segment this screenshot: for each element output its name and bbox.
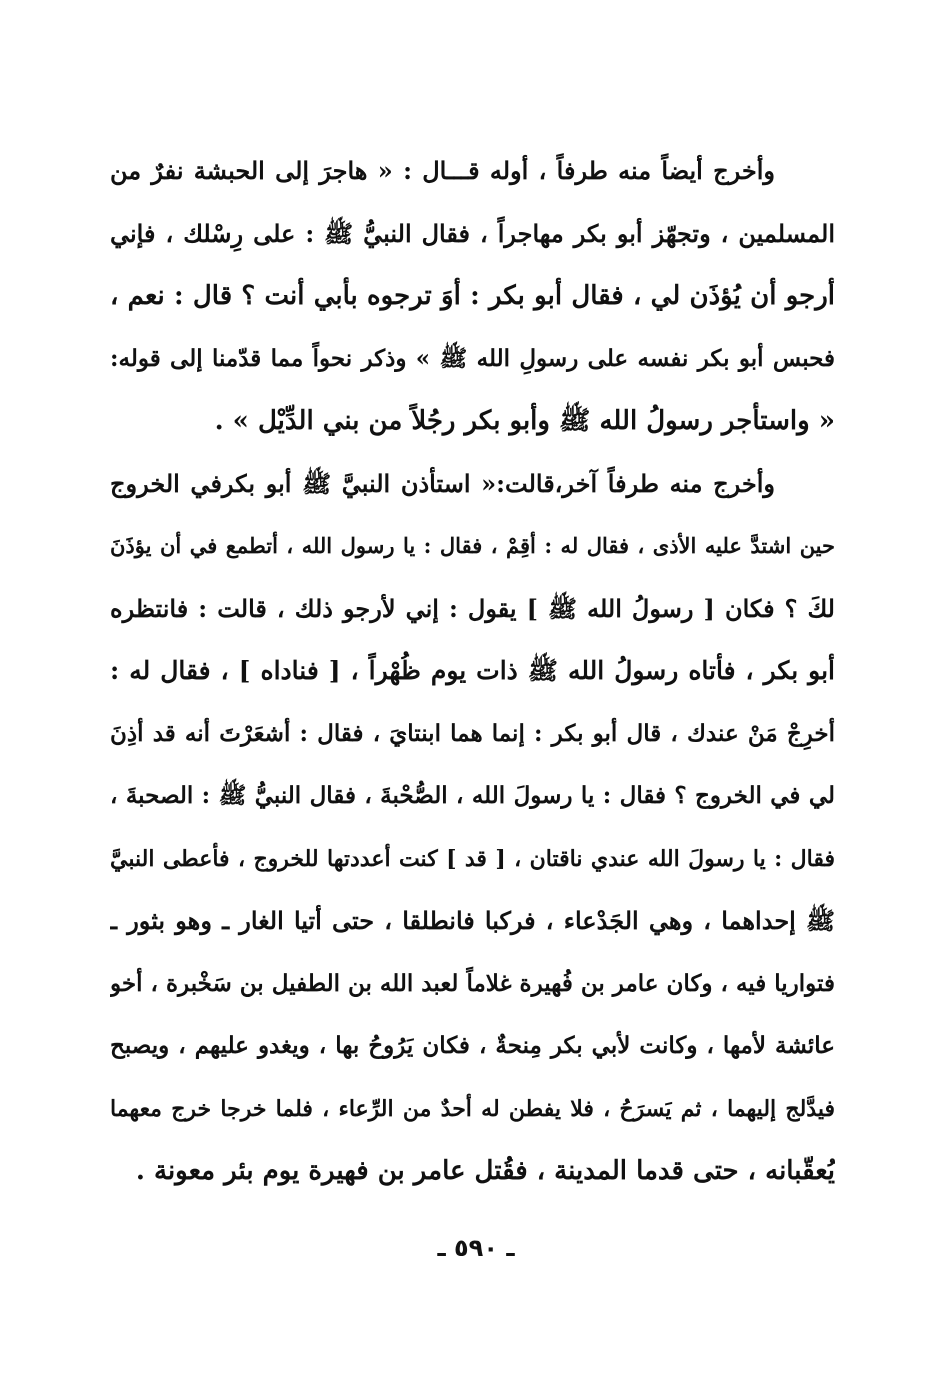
text-line: لي في الخروج ؟ فقال : يا رسولَ الله ، الصُّحْبةَ ، فقال النبيُّ ﷺ : الصحبةَ ، [110, 782, 835, 809]
text-line: عائشة لأمها ، وكانت لأبي بكر مِنحةٌ ، فكان يَرُوحُ بها ، ويغدو عليهم ، ويصبح [110, 1032, 835, 1059]
text-line: « واستأجر رسولُ الله ﷺ وأبو بكر رجُلاً من بني الدِّيْل » . [214, 406, 835, 436]
paragraph-2 [110, 453, 835, 1203]
text-line: لكَ ؟ فكان [ رسولُ الله ﷺ ] يقول : إني لأرجو ذلك ، قالت : فانتظره [110, 593, 835, 623]
text-line: حين اشتدَّ عليه الأذى ، فقال له : أقِمْ ، فقال : يا رسول الله ، أتطمع في أن يؤذَنَ [110, 533, 835, 558]
text-line: فتواريا فيه ، وكان عامر بن فُهيرة غلاماً لعبد الله بن الطفيل بن سَخْبرة ، أخو [110, 969, 835, 997]
page-number: ـ ٥٩٠ ـ [437, 1234, 515, 1262]
text-line: يُعقّبانه ، حتى قدما المدينة ، فقُتل عامر بن فهيرة يوم بئر معونة . [135, 1156, 835, 1186]
text-line: وأخرج منه طرفاً آخر،قالت:« استأذن النبيَّ ﷺ أبو بكرفي الخروج [110, 468, 776, 498]
text-line: فقال : يا رسولَ الله عندي ناقتان ، [ قد ] كنت أعددتها للخروج ، فأعطى النبيَّ [110, 845, 835, 872]
paragraph-1 [110, 140, 835, 453]
text-line: ﷺ إحداهما ، وهي الجَدْعاء ، فركبا فانطلقا ، حتى أتيا الغار ـ وهو بثور ـ [110, 906, 835, 935]
text-line: أبو بكر ، فأتاه رسولُ الله ﷺ ذات يوم ظُهْراً ، [ فناداه ] ، فقال له : [110, 656, 835, 685]
text-line: وأخرج أيضاً منه طرفاً ، أوله قـــال : « هاجرَ إلى الحبشة نفرٌ من [110, 156, 775, 185]
text-line: المسلمين ، وتجهّز أبو بكر مهاجراً ، فقال النبيُّ ﷺ : على رِسْلك ، فإني [110, 218, 835, 248]
text-line: أرجو أن يُؤذَن لي ، فقال أبو بكر : أوَ ترجوه بأبي أنت ؟ قال : نعم ، [110, 281, 835, 311]
text-line: فيدَّلج إليهما ، ثم يَسرَحُ ، فلا يفطن له أحدٌ من الرِّعاء ، فلما خرجا خرج معهما [110, 1095, 835, 1122]
page-body [110, 140, 835, 1240]
text-line: فحبس أبو بكر نفسه على رسولِ الله ﷺ » وذكر نحواً مما قدّمنا إلى قوله: [110, 344, 835, 372]
text-line: أخرِجْ مَنْ عندك ، قال أبو بكر : إنما هما ابنتايَ ، فقال : أشعَرْتَ أنه قد أذِنَ [110, 719, 835, 747]
